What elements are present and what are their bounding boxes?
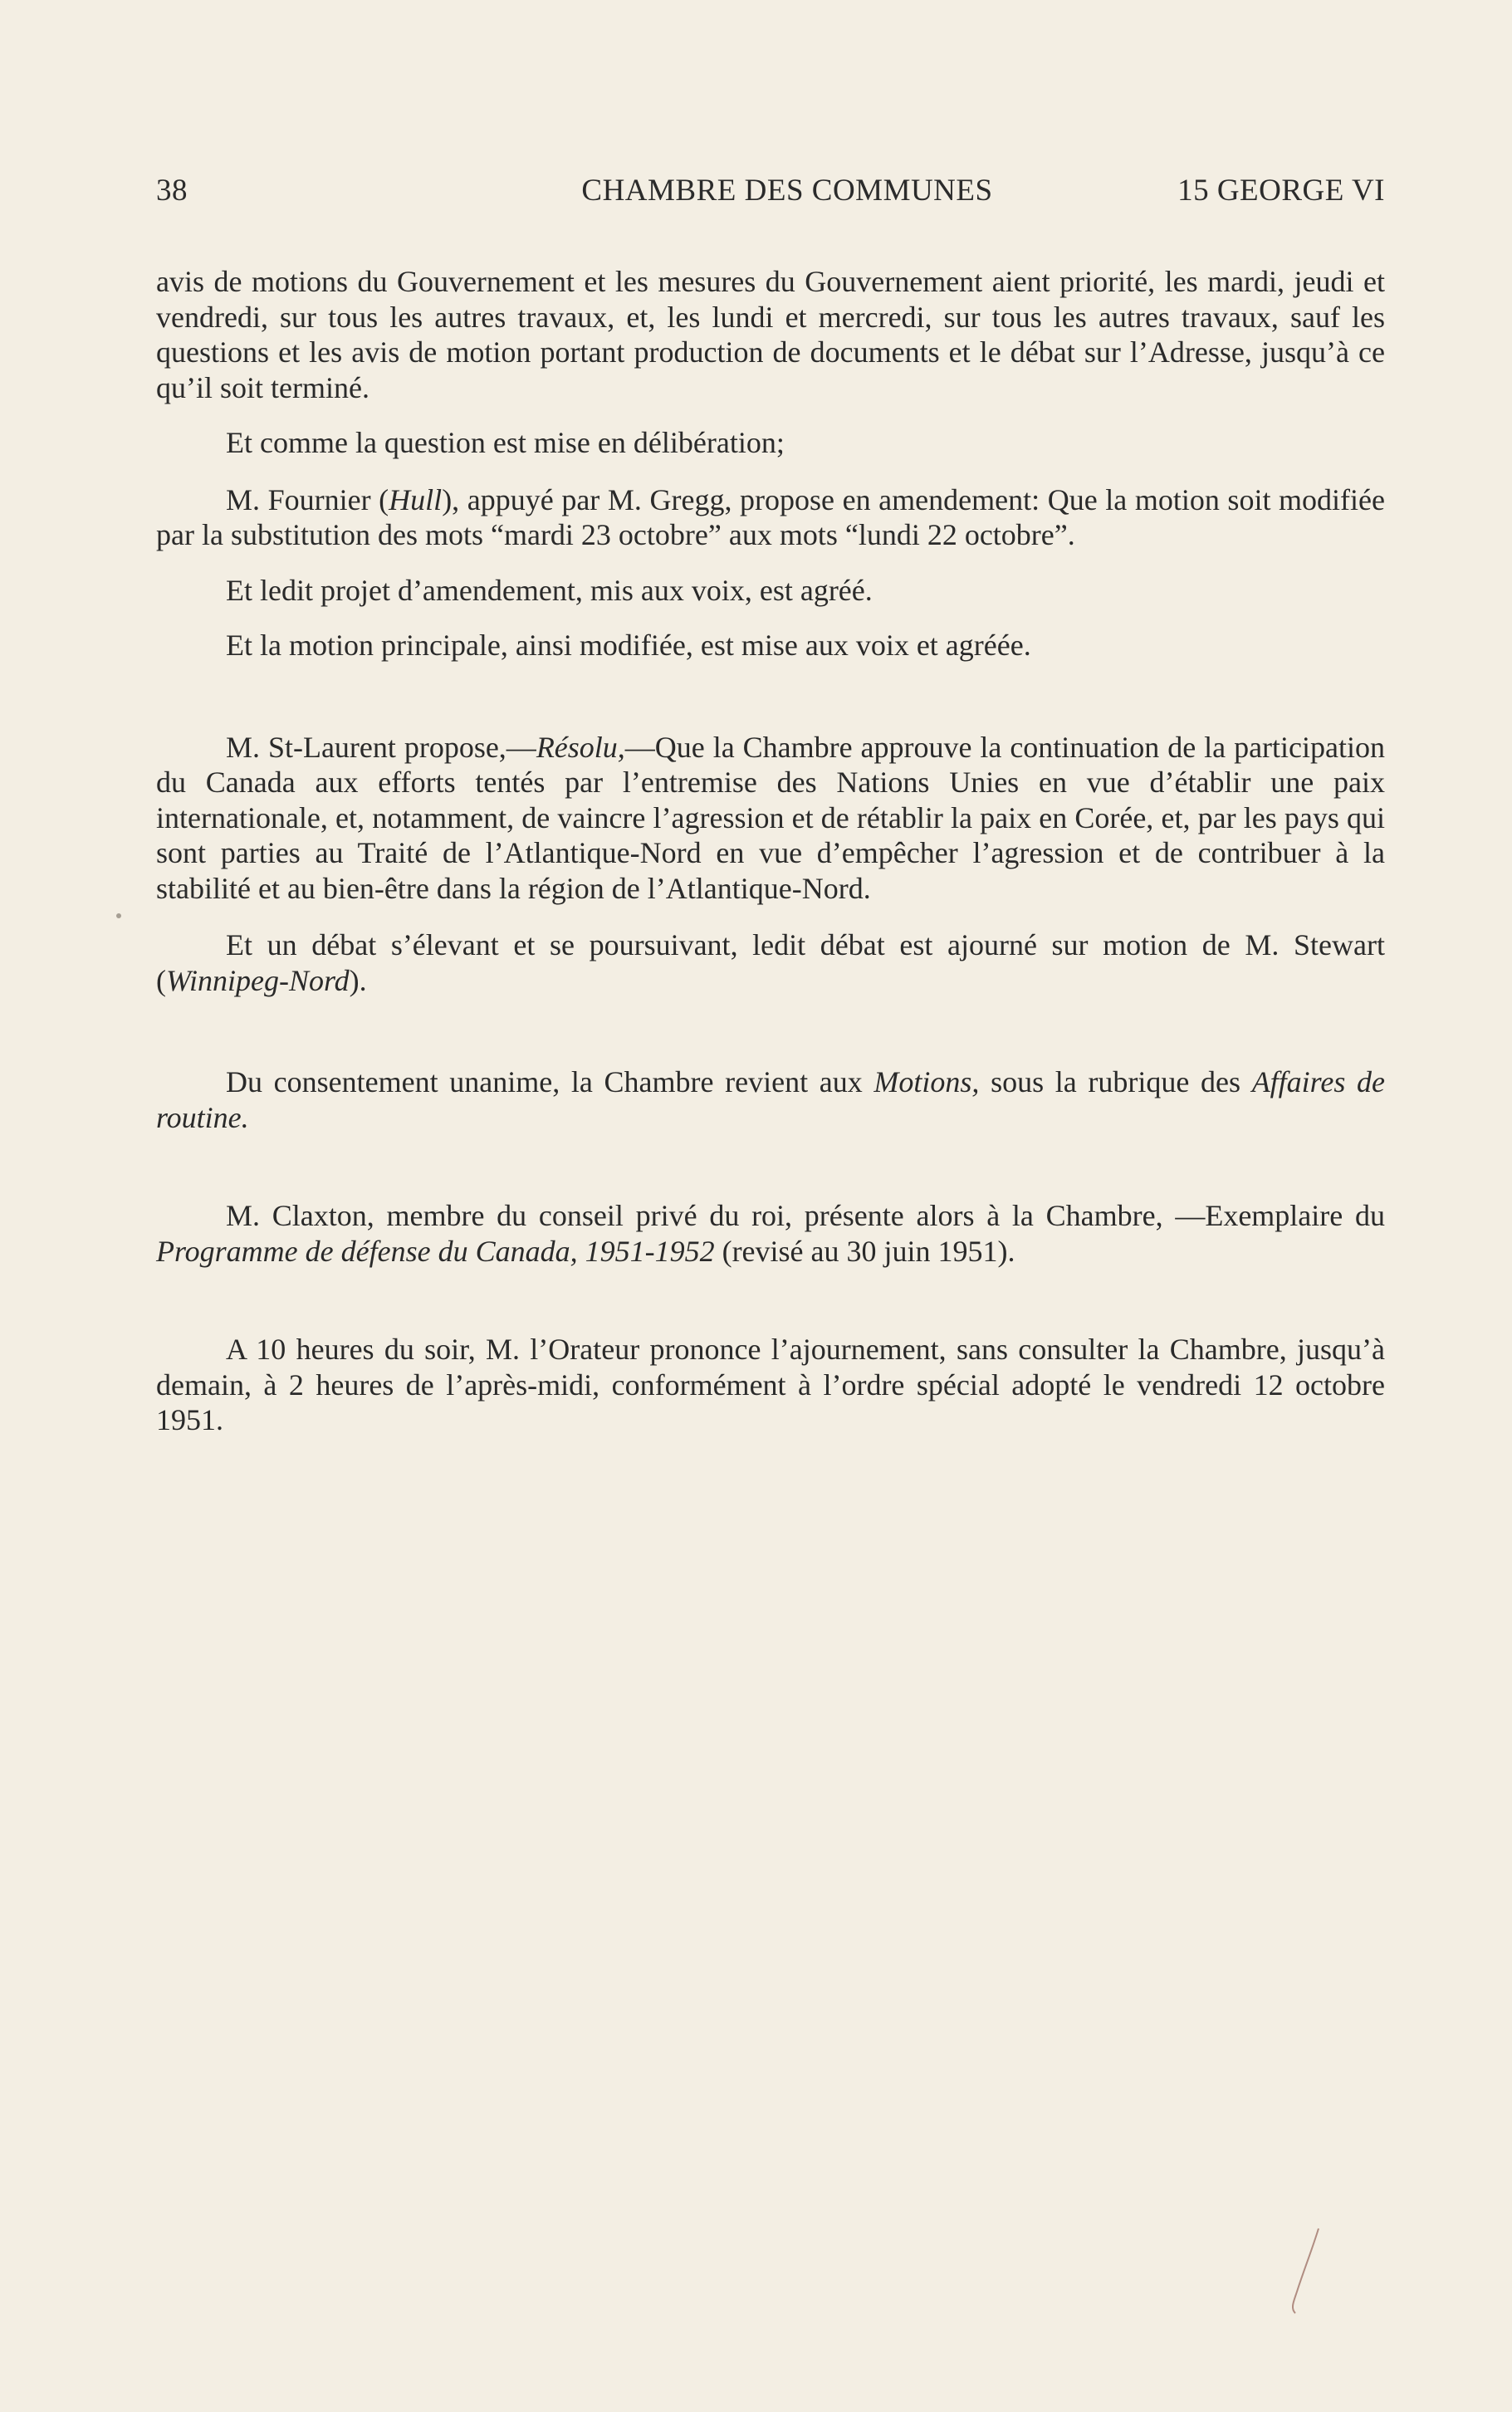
paragraph-10: A 10 heures du soir, M. l’Orateur prononce l’ajournement, sans consulter la Chambre, jusqu’à demain, à 2 heures de l’après-midi, conformément à l’ordre spécial adopté le vendredi 12 octobre 1951. [156, 1333, 1385, 1436]
page-number: 38 [156, 174, 188, 208]
page-header [156, 173, 1385, 214]
session-label: 15 GEORGE VI [1177, 174, 1385, 208]
pencil-mark-icon [1279, 2225, 1329, 2317]
paragraph-3: M. Fournier (Hull), appuyé par M. Gregg, propose en amendement: Que la motion soit modifiée par la substitution des mots “mardi 23 octobre” aux mots “lundi 22 octobre”. [156, 482, 1385, 551]
paragraph-2: Et comme la question est mise en délibération; [226, 426, 785, 459]
paragraph-5: Et la motion principale, ainsi modifiée, est mise aux voix et agréée. [226, 629, 1031, 662]
paragraph-4: Et ledit projet d’amendement, mis aux voix, est agréé. [226, 573, 873, 607]
paragraph-7: Et un débat s’élevant et se poursuivant, ledit débat est ajourné sur motion de M. Stewart (Winnipeg-Nord). [156, 928, 1385, 997]
paragraph-1: avis de motions du Gouvernement et les mesures du Gouvernement aient priorité, les mardi, jeudi et vendredi, sur tous les autres travaux, et, les lundi et mercredi, sur tous les autres travaux, sauf les questions et les avis de motion portant production de documents et le débat sur l’Adresse, jusqu’à ce qu’il soit terminé. [156, 265, 1385, 404]
paragraph-9: M. Claxton, membre du conseil privé du roi, présente alors à la Chambre, —Exemplaire du Programme de défense du Canada, 1951-1952 (revisé au 30 juin 1951). [156, 1199, 1385, 1268]
speck-mark [116, 913, 121, 918]
document-body [156, 264, 1385, 1438]
paragraph-8: Du consentement unanime, la Chambre revient aux Motions, sous la rubrique des Affaires de routine. [156, 1065, 1385, 1134]
page-title: CHAMBRE DES COMMUNES [581, 174, 993, 208]
paragraph-6: M. St-Laurent propose,—Résolu,—Que la Chambre approuve la continuation de la participation du Canada aux efforts tentés par l’entremise des Nations Unies en vue d’établir une paix internationale, et, notamment, de vaincre l’agression et de rétablir la paix en Corée, et, par les pays qui sont parties au Traité de l’Atlantique-Nord en vue d’empêcher l’agression et de contribuer à la stabilité et au bien-être dans la région de l’Atlantique-Nord. [156, 730, 1385, 905]
